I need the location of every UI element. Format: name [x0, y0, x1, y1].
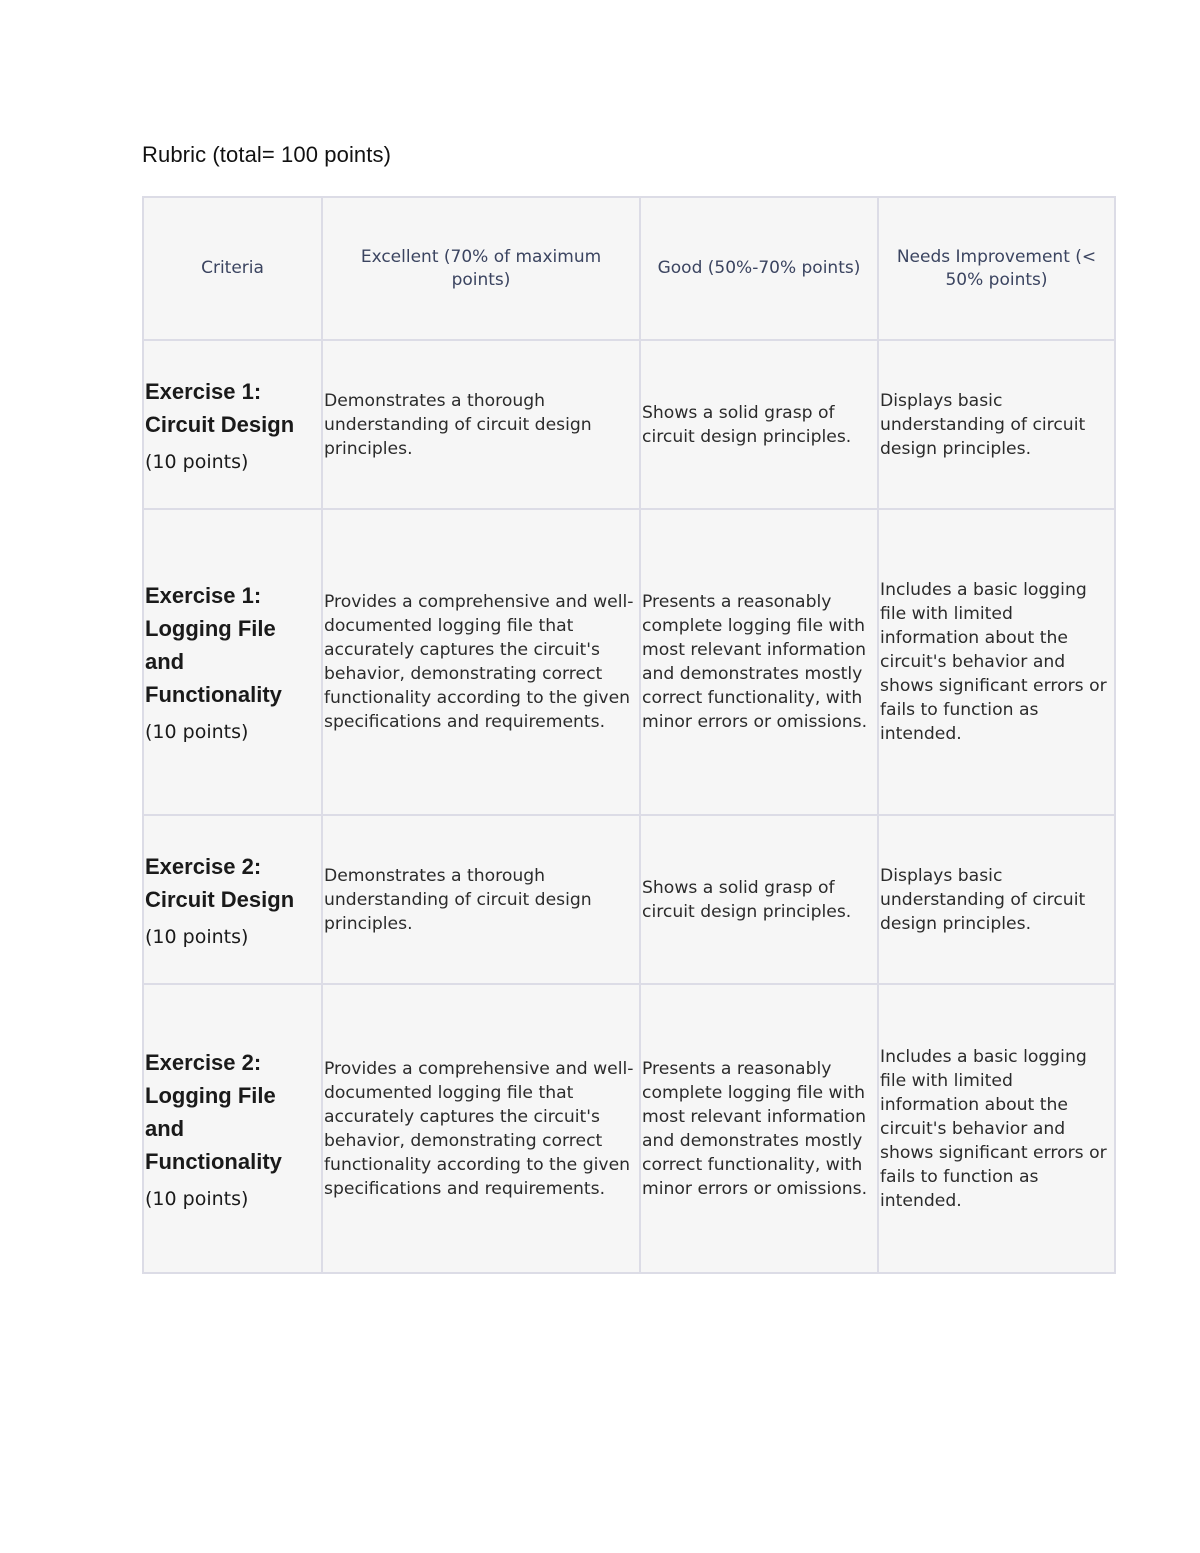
criteria-name: Exercise 2: Logging File and Functionality	[145, 1049, 282, 1174]
header-needs-improvement: Needs Improvement (< 50% points)	[878, 197, 1115, 340]
good-cell: Presents a reasonably complete logging file with most relevant information and demonstrates mostly correct functionality, with minor errors or omissions.	[640, 509, 878, 815]
criteria-name: Exercise 2: Circuit Design	[145, 853, 295, 912]
header-row	[143, 197, 1115, 340]
needs-improvement-cell: Includes a basic logging file with limited information about the circuit's behavior and shows significant errors or fails to function as intended.	[878, 509, 1115, 815]
criteria-name: Exercise 1: Circuit Design	[145, 378, 295, 437]
good-cell: Shows a solid grasp of circuit design principles.	[640, 340, 878, 509]
excellent-cell: Demonstrates a thorough understanding of circuit design principles.	[322, 815, 640, 984]
needs-improvement-cell: Includes a basic logging file with limited information about the circuit's behavior and shows significant errors or fails to function as intended.	[878, 984, 1115, 1273]
good-cell: Presents a reasonably complete logging file with most relevant information and demonstrates mostly correct functionality, with minor errors or omissions.	[640, 984, 878, 1273]
needs-improvement-cell: Displays basic understanding of circuit design principles.	[878, 340, 1115, 509]
excellent-cell: Provides a comprehensive and well-documented logging file that accurately captures the circuit's behavior, demonstrating correct functionality according to the given specifications and requirements.	[322, 509, 640, 815]
criteria-points: (10 points)	[145, 925, 249, 948]
table-row	[143, 340, 1115, 509]
table-row	[143, 815, 1115, 984]
criteria-cell	[143, 509, 322, 815]
header-excellent: Excellent (70% of maximum points)	[322, 197, 640, 340]
good-cell: Shows a solid grasp of circuit design principles.	[640, 815, 878, 984]
page-title: Rubric (total= 100 points)	[142, 142, 392, 167]
criteria-name: Exercise 1: Logging File and Functionality	[145, 583, 282, 707]
criteria-cell	[143, 340, 322, 509]
criteria-points: (10 points)	[145, 1187, 249, 1210]
criteria-cell	[143, 984, 322, 1273]
excellent-cell: Provides a comprehensive and well-documented logging file that accurately captures the circuit's behavior, demonstrating correct functionality according to the given specifications and requirements.	[322, 984, 640, 1273]
criteria-points: (10 points)	[145, 450, 249, 473]
rubric-table-body	[143, 340, 1115, 1273]
needs-improvement-cell: Displays basic understanding of circuit design principles.	[878, 815, 1115, 984]
header-criteria: Criteria	[143, 197, 322, 340]
criteria-cell	[143, 815, 322, 984]
table-row	[143, 984, 1115, 1273]
header-good: Good (50%-70% points)	[640, 197, 878, 340]
rubric-table-header	[143, 197, 1115, 340]
criteria-points: (10 points)	[145, 721, 249, 743]
excellent-cell: Demonstrates a thorough understanding of circuit design principles.	[322, 340, 640, 509]
rubric-table	[142, 196, 1116, 1274]
table-row	[143, 509, 1115, 815]
